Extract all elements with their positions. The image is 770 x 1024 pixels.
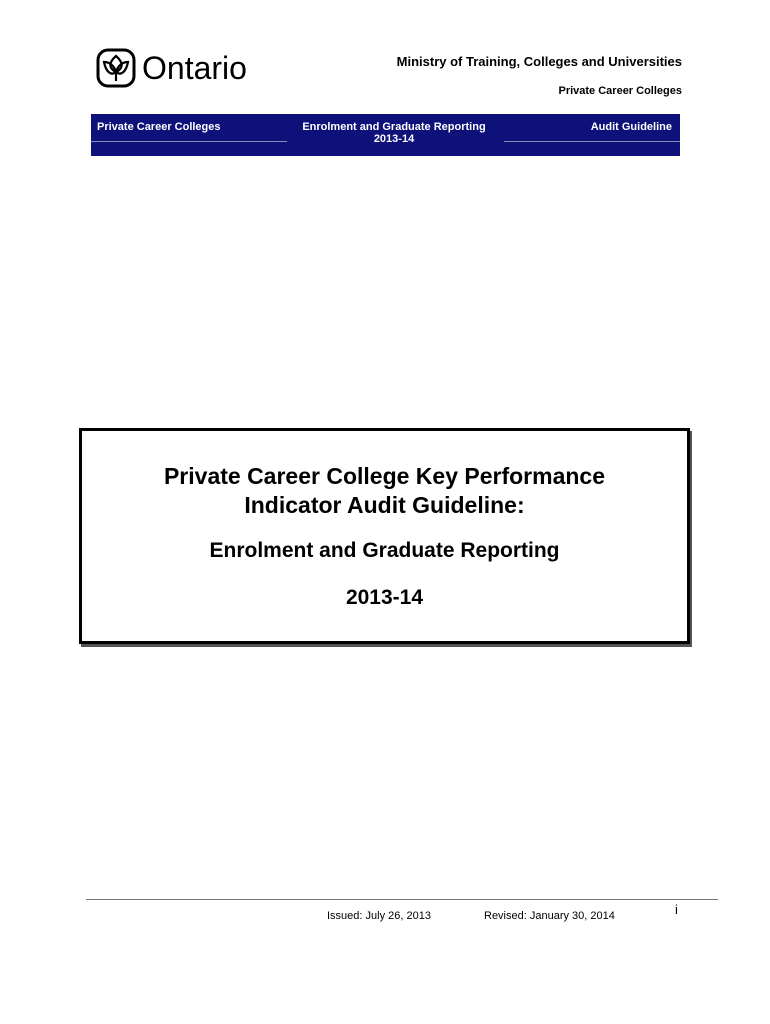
band-left-label: Private Career Colleges [97,121,221,133]
band-middle-line1: Enrolment and Graduate Reporting [302,121,486,133]
band-middle-label [294,121,494,145]
logo-wordmark: Ontario [142,50,247,86]
revised-date: Revised: January 30, 2014 [484,910,615,922]
issued-date: Issued: July 26, 2013 [327,910,431,922]
ontario-logo [96,48,247,88]
document-subtitle: Enrolment and Graduate Reporting [209,539,560,562]
ministry-name: Ministry of Training, Colleges and Universities [396,54,682,69]
trillium-icon [96,48,136,88]
header-subtitle: Private Career Colleges [558,85,682,97]
band-middle-line2: 2013-14 [373,133,415,145]
document-title [82,462,687,520]
title-line2: Indicator Audit Guideline: [244,492,525,518]
band-divider [91,141,287,142]
band-divider [504,141,680,142]
footer-divider [86,899,718,900]
title-line1: Private Career College Key Performance [163,463,606,489]
page-number: i [675,902,678,917]
header-band [91,114,680,156]
document-year: 2013-14 [345,586,424,609]
title-box [79,428,690,644]
band-right-label: Audit Guideline [590,121,672,133]
